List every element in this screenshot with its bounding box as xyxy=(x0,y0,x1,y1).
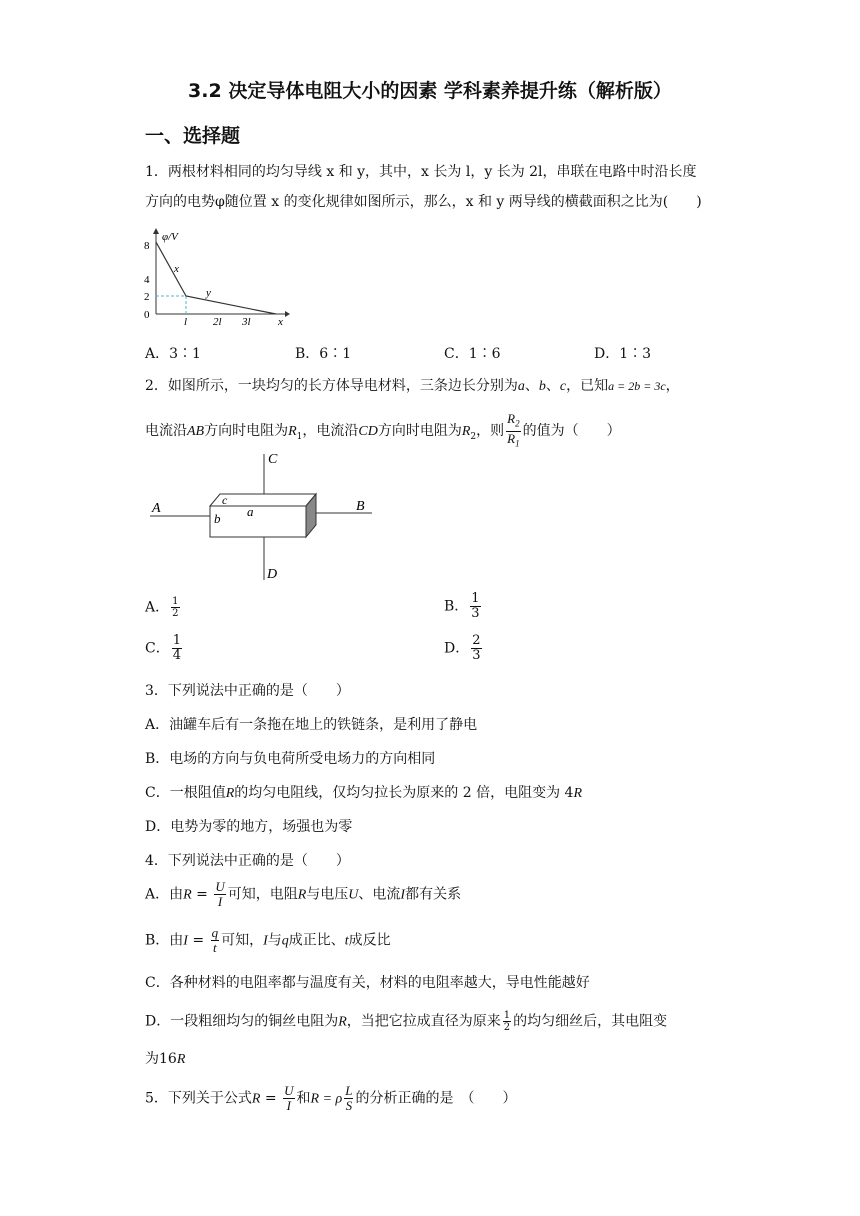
q4-option-a: A．由R = $\frac{U}{I}$ 可知，电阻R与电压U、电流I都有关系 xyxy=(145,879,462,909)
x-axis-arrow xyxy=(285,311,290,317)
label-b: b xyxy=(214,511,221,526)
q1-option-c: C．1∶6 xyxy=(444,346,501,362)
q1-stem-line1: 1．两根材料相同的均匀导线 x 和 y，其中，x 长为 l，y 长为 2l，串联在电路中时沿长度 xyxy=(145,164,697,180)
q2-option-a: A． $\frac{1}{2}$ xyxy=(145,596,179,619)
q2-option-c: C． $\frac{1}{4}$ xyxy=(145,633,181,663)
y-tick-2: 2 xyxy=(144,291,150,303)
y-tick-8: 8 xyxy=(144,240,150,252)
segment-label-y: y xyxy=(206,287,211,299)
q4-option-d-line2: 为16R xyxy=(145,1051,186,1067)
x-axis-label: x xyxy=(278,316,283,328)
x-tick-3l: 3l xyxy=(242,316,251,328)
q2-cuboid-figure xyxy=(140,450,380,585)
q2-option-d: D． $\frac{2}{3}$ xyxy=(444,633,481,663)
q3-stem: 3．下列说法中正确的是（ ） xyxy=(145,683,350,699)
q3-option-d: D．电势为零的地方，场强也为零 xyxy=(145,819,353,835)
q3-option-b: B．电场的方向与负电荷所受电场力的方向相同 xyxy=(145,751,436,767)
page-title: 3.2 决定导体电阻大小的因素 学科素养提升练（解析版） xyxy=(188,80,672,102)
potential-line xyxy=(156,242,276,314)
y-axis-arrow xyxy=(153,228,159,234)
q2-stem-line2: 电流沿AB方向时电阻为$R_1$，电流沿CD方向时电阻为$R_2$，则 $\frac{R_2}{R_1}$ 的值为（ ） xyxy=(145,411,621,449)
x-tick-l: l xyxy=(184,316,188,328)
q4-option-b: B．由I = $\frac{q}{t}$ 可知，I与q成正比、t成反比 xyxy=(145,925,391,955)
label-A: A xyxy=(152,501,161,516)
q1-option-b: B．6∶1 xyxy=(295,346,352,362)
label-c: c xyxy=(222,493,228,507)
y-tick-0: 0 xyxy=(144,309,150,321)
label-D: D xyxy=(267,567,278,582)
section-heading: 一、选择题 xyxy=(145,125,241,147)
q2-ratio-fraction: $\frac{R_2}{R_1}$ xyxy=(507,411,520,449)
y-axis-label: φ/V xyxy=(162,231,178,243)
label-C: C xyxy=(268,452,278,467)
q1-option-a: A．3∶1 xyxy=(145,346,201,362)
segment-label-x: x xyxy=(174,263,179,275)
q3-option-a: A．油罐车后有一条拖在地上的铁链条，是利用了静电 xyxy=(145,717,478,733)
q2-option-b: B． $\frac{1}{3}$ xyxy=(444,591,480,621)
q1-stem-line2: 方向的电势φ随位置 x 的变化规律如图所示，那么，x 和 y 两导线的横截面积之比为( ) xyxy=(145,194,702,210)
x-tick-2l: 2l xyxy=(213,316,222,328)
q4-stem: 4．下列说法中正确的是（ ） xyxy=(145,853,350,869)
q5-stem: 5．下列关于公式R = $\frac{U}{I}$ 和R = ρ $\frac{L}{S}$ 的分析正确的是 （ ） xyxy=(145,1083,517,1113)
q3-option-c: C．一根阻值R的均匀电阻线，仅均匀拉长为原来的 2 倍，电阻变为 4R xyxy=(145,785,583,801)
label-B: B xyxy=(356,499,365,514)
q2-stem-line1: 2．如图所示，一块均匀的长方体导电材料，三条边长分别为a、b、c，已知a = 2b = 3c， xyxy=(145,378,680,394)
q4-option-c: C．各种材料的电阻率都与温度有关，材料的电阻率越大，导电性能越好 xyxy=(145,975,590,991)
q1-potential-graph xyxy=(140,228,300,328)
label-a: a xyxy=(247,504,254,519)
q4-option-d: D．一段粗细均匀的铜丝电阻为R，当把它拉成直径为原来 $\frac{1}{2}$ 的均匀细丝后，其电阻变 xyxy=(145,1010,668,1033)
cuboid-front xyxy=(210,506,306,537)
y-tick-4: 4 xyxy=(144,274,150,286)
q1-option-d: D．1∶3 xyxy=(594,346,652,362)
